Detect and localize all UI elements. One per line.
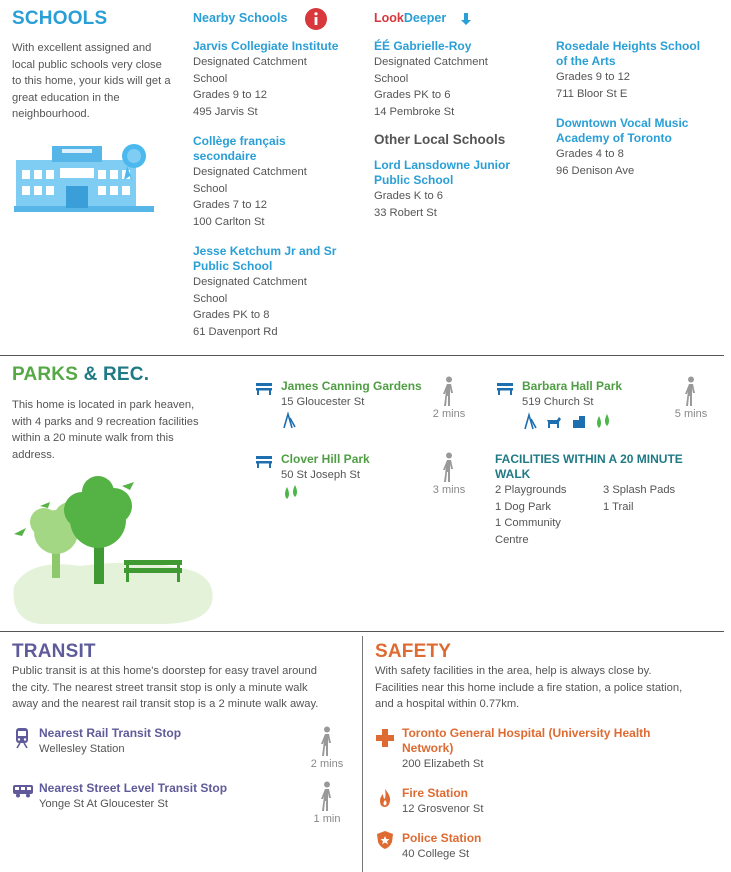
school-name: Jarvis Collegiate Institute <box>193 39 339 53</box>
fire-station-name: Fire Station <box>402 786 469 800</box>
transit-intro-line: the city. The nearest street transit stop is only a minute walk <box>12 681 308 694</box>
school-detail: Designated Catchment <box>193 56 307 68</box>
school-grades: Grades PK to 8 <box>193 309 270 321</box>
walk-time-label: 2 mins <box>432 408 466 420</box>
school-gabrielle-roy[interactable] <box>374 39 544 120</box>
bench-icon <box>255 454 273 468</box>
police-station-address: 40 College St <box>402 848 470 860</box>
facility-item: Centre <box>495 533 529 546</box>
park-name: Clover Hill Park <box>281 452 370 466</box>
other-local-schools-title: Other Local Schools <box>374 132 506 147</box>
school-grades: Grades 7 to 12 <box>193 199 268 211</box>
walk-time-james-canning <box>424 376 474 420</box>
transit-stop-name: Nearest Street Level Transit Stop <box>39 781 228 795</box>
school-jarvis[interactable] <box>193 39 363 120</box>
nearby-schools-label: Nearby Schools <box>193 11 288 25</box>
school-name-line1: Downtown Vocal Music <box>556 116 689 130</box>
walking-person-icon <box>441 452 457 482</box>
walk-time-street <box>302 781 352 825</box>
fire-icon <box>377 788 393 808</box>
school-building-illustration <box>14 140 154 212</box>
transit-rail-stop[interactable] <box>39 726 289 758</box>
park-facility-icons <box>523 412 623 430</box>
walk-time-rail <box>302 726 352 770</box>
school-name-line1: Jesse Ketchum Jr and Sr <box>193 244 337 258</box>
school-address: 14 Pembroke St <box>374 105 455 118</box>
walking-person-icon <box>319 781 335 811</box>
facility-item: 1 Community <box>495 517 561 529</box>
lookdeeper-logo[interactable] <box>374 11 446 25</box>
school-college-francais[interactable] <box>193 134 363 230</box>
facility-item: 2 Playgrounds <box>495 484 567 496</box>
school-detail: School <box>374 72 409 85</box>
hospital-cross-icon <box>375 728 395 748</box>
schools-intro: With excellent assigned and local public schools very close to this home, your kids will get a great education in the neighbourhood. <box>12 42 171 120</box>
school-name-line1: Collège français <box>193 134 286 148</box>
police-station-name: Police Station <box>402 831 482 845</box>
safety-police-station[interactable] <box>402 831 602 863</box>
parks-title-a: PARKS <box>12 364 79 385</box>
school-name: ÉÉ Gabrielle-Roy <box>374 39 472 53</box>
park-trees-illustration <box>10 474 216 626</box>
park-address: 519 Church St <box>522 396 594 408</box>
bench-icon <box>496 381 514 395</box>
facilities-title-line1: FACILITIES WITHIN A 20 MINUTE <box>495 452 683 466</box>
school-address: 61 Davenport Rd <box>193 325 278 338</box>
park-name: James Canning Gardens <box>281 379 422 393</box>
school-name-line2: secondaire <box>193 149 257 163</box>
walk-time-label: 3 mins <box>432 484 466 496</box>
safety-intro-line: Facilities near this home include a fire station, a police station, <box>375 681 683 694</box>
fire-station-address: 12 Grosvenor St <box>402 803 484 815</box>
safety-hospital[interactable] <box>402 726 722 773</box>
safety-intro <box>375 663 725 713</box>
schools-title: SCHOOLS <box>12 8 108 29</box>
facility-item: 1 Dog Park <box>495 500 551 513</box>
school-grades: Grades 9 to 12 <box>556 71 631 83</box>
transit-stop-place: Yonge St At Gloucester St <box>39 798 168 810</box>
park-barbara-hall[interactable] <box>522 379 672 411</box>
bench-icon <box>255 381 273 395</box>
park-james-canning[interactable] <box>281 379 431 411</box>
facilities-right-list <box>603 482 713 515</box>
school-detail: School <box>193 292 228 305</box>
school-detail: Designated Catchment <box>374 56 488 68</box>
facility-item: 1 Trail <box>603 500 634 513</box>
parks-title-b: & REC. <box>83 364 150 385</box>
transit-intro-line: away and the nearest rail transit stop is a 2 minute walk away. <box>12 698 319 710</box>
hospital-name-line1: Toronto General Hospital (University Health <box>402 726 651 740</box>
parks-title <box>12 364 149 386</box>
facilities-title-line2: WALK <box>495 467 531 481</box>
splash-pad-icon <box>282 484 300 500</box>
walk-time-label: 2 mins <box>310 758 344 770</box>
school-grades: Grades 9 to 12 <box>193 89 268 101</box>
school-downtown-vocal[interactable] <box>556 116 726 179</box>
section-divider <box>0 631 724 632</box>
school-address: 711 Bloor St E <box>556 87 628 100</box>
transit-street-stop[interactable] <box>39 781 299 813</box>
school-name-line1: Lord Lansdowne Junior <box>374 158 511 172</box>
walking-person-icon <box>683 376 699 406</box>
school-name-line2: of the Arts <box>556 54 616 68</box>
hospital-address: 200 Elizabeth St <box>402 758 484 770</box>
walking-person-icon <box>319 726 335 756</box>
safety-title: SAFETY <box>375 641 452 662</box>
school-detail: Designated Catchment <box>193 166 307 178</box>
info-icon[interactable] <box>304 7 328 31</box>
police-badge-icon <box>376 830 394 850</box>
school-name-line2: Academy of Toronto <box>556 131 672 145</box>
walk-time-label: 5 mins <box>674 408 708 420</box>
lookdeeper-look: Look <box>374 11 404 25</box>
facility-item: 3 Splash Pads <box>603 484 676 496</box>
facilities-left-list <box>495 482 605 548</box>
walk-time-label: 1 min <box>313 813 341 825</box>
park-name: Barbara Hall Park <box>522 379 623 393</box>
school-name-line2: Public School <box>193 259 273 273</box>
school-grades: Grades PK to 6 <box>374 89 451 101</box>
safety-fire-station[interactable] <box>402 786 602 818</box>
school-lord-lansdowne[interactable] <box>374 158 544 221</box>
school-address: 33 Robert St <box>374 206 437 219</box>
park-address: 50 St Joseph St <box>281 469 360 481</box>
walking-person-icon <box>441 376 457 406</box>
school-address: 100 Carlton St <box>193 215 265 228</box>
transit-title: TRANSIT <box>12 641 96 662</box>
school-detail: School <box>193 72 228 85</box>
transit-intro <box>12 663 357 713</box>
school-address: 96 Denison Ave <box>556 164 635 177</box>
bus-icon <box>12 784 34 798</box>
transit-stop-place: Wellesley Station <box>39 743 125 755</box>
school-detail: School <box>193 182 228 195</box>
park-clover-hill[interactable] <box>281 452 431 484</box>
school-jesse-ketchum[interactable] <box>193 244 363 340</box>
transit-stop-name: Nearest Rail Transit Stop <box>39 726 182 740</box>
parks-intro: This home is located in park heaven, with 4 parks and 9 recreation facilities within a 20 minute walk from this address. <box>12 399 199 461</box>
playground-icon <box>282 412 296 428</box>
hospital-name-line2: Network) <box>402 741 454 755</box>
section-divider <box>0 355 724 356</box>
train-icon <box>13 727 31 749</box>
walk-time-barbara-hall <box>666 376 716 420</box>
column-divider <box>362 636 363 872</box>
park-address: 15 Gloucester St <box>281 396 365 408</box>
facilities-block <box>495 452 715 482</box>
school-name-line2: Public School <box>374 173 454 187</box>
arrow-down-icon <box>460 12 472 26</box>
school-detail: Designated Catchment <box>193 276 307 288</box>
school-name-line1: Rosedale Heights School <box>556 39 701 53</box>
school-grades: Grades 4 to 8 <box>556 148 624 160</box>
school-address: 495 Jarvis St <box>193 105 258 118</box>
safety-intro-line: With safety facilities in the area, help is always close by. <box>375 665 652 677</box>
transit-intro-line: Public transit is at this home's doorstep for easy travel around <box>12 665 317 677</box>
school-grades: Grades K to 6 <box>374 190 444 202</box>
school-rosedale-heights[interactable] <box>556 39 726 102</box>
walk-time-clover-hill <box>424 452 474 496</box>
safety-intro-line: and a hospital within 0.77km. <box>375 698 520 710</box>
lookdeeper-deeper: Deeper <box>403 11 447 25</box>
